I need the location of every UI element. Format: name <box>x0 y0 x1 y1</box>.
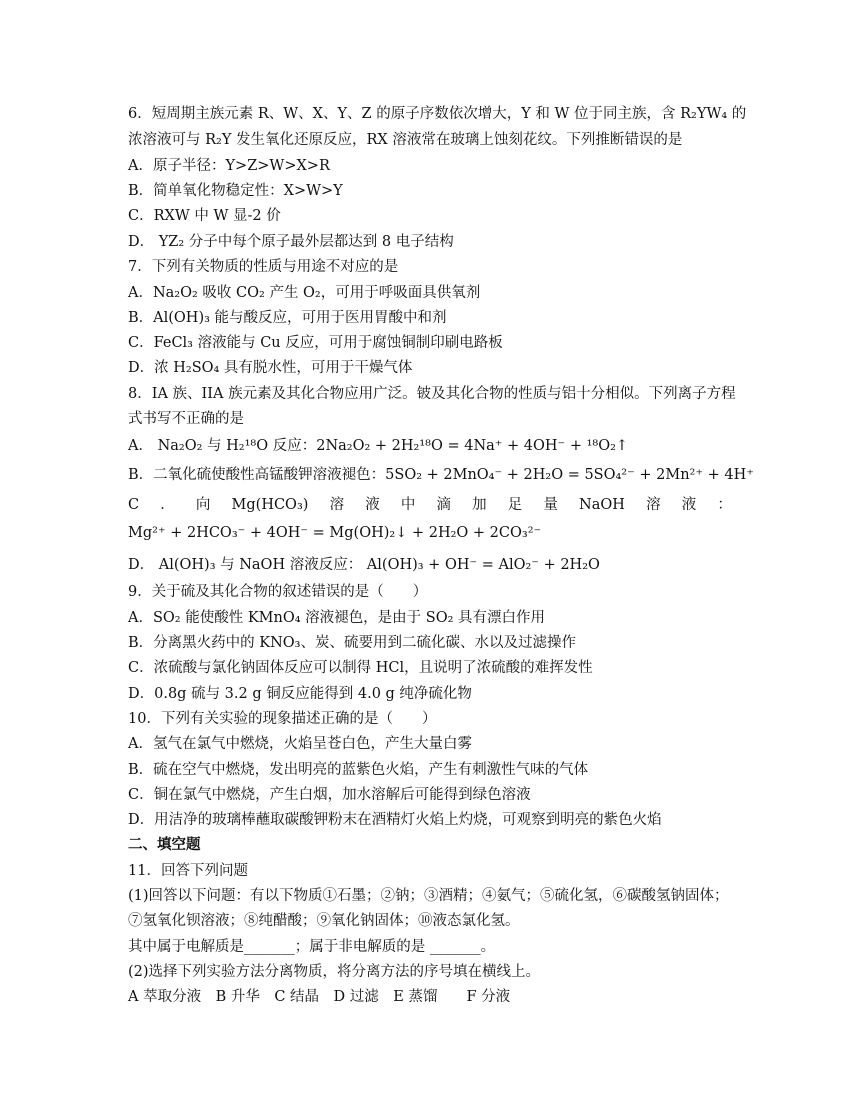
q6-option-b: B．简单氧化物稳定性：X>W>Y <box>128 183 343 199</box>
q8-option-c-spread <box>128 495 732 515</box>
spread-word: Mg(HCO₃) <box>231 497 309 513</box>
q9-option-a: A．SO₂ 能使酸性 KMnO₄ 溶液褪色，是由于 SO₂ 具有漂白作用 <box>128 610 546 626</box>
q6-option-d: D． YZ₂ 分子中每个原子最外层都达到 8 电子结构 <box>128 234 454 250</box>
q7-option-b: B．Al(OH)₃ 能与酸反应，可用于医用胃酸中和剂 <box>128 310 447 326</box>
q10-option-d: D．用洁净的玻璃棒蘸取碳酸钾粉末在酒精灯火焰上灼烧，可观察到明亮的紫色火焰 <box>128 812 662 828</box>
q8-option-c-line-1 <box>128 495 738 515</box>
q7-option-d: D．浓 H₂SO₄ 具有脱水性，可用于干燥气体 <box>128 360 413 376</box>
q9-stem: 9．关于硫及其化合物的叙述错误的是（ ） <box>128 584 428 600</box>
q8-option-a: A． Na₂O₂ 与 H₂¹⁸O 反应：2Na₂O₂ + 2H₂¹⁸O = 4Na⁺ + 4OH⁻ + ¹⁸O₂↑ <box>128 438 629 454</box>
spread-word: 液 <box>365 497 380 513</box>
spread-word: 量 <box>543 497 558 513</box>
spread-word: 加 <box>472 497 487 513</box>
spread-word: NaOH <box>579 497 625 513</box>
spread-word: 中 <box>400 497 416 513</box>
spread-word: C <box>128 497 140 513</box>
q8-stem-line-1: 8．IA 族、IIA 族元素及其化合物应用广泛。铍及其化合物的性质与铝十分相似。下列离子方程 <box>128 386 736 402</box>
section-heading: 二、填空题 <box>128 836 201 853</box>
q11-part1-line-2: ⑦氢氧化钡溶液；⑧纯醋酸；⑨氧化钠固体；⑩液态氯化氢。 <box>128 913 520 929</box>
spread-word: 液 <box>681 497 697 513</box>
spread-word: ． <box>160 497 175 513</box>
q11-part2-options: A 萃取分液 B 升华 C 结晶 D 过滤 E 蒸馏 F 分液 <box>128 989 511 1005</box>
q8-stem-line-2: 式书写不正确的是 <box>128 411 244 427</box>
q8-option-d: D． Al(OH)₃ 与 NaOH 溶液反应： Al(OH)₃ + OH⁻ = AlO₂⁻ + 2H₂O <box>128 557 600 573</box>
q6-stem-line-1: 6．短周期主族元素 R、W、X、Y、Z 的原子序数依次增大，Y 和 W 位于同主族，含 R₂YW₄ 的 <box>128 106 747 122</box>
spread-word: 溶 <box>329 497 345 513</box>
q9-option-b: B．分离黑火药中的 KNO₃、炭、硫要用到二硫化碳、水以及过滤操作 <box>128 635 576 651</box>
q11-stem: 11．回答下列问题 <box>128 863 248 879</box>
q11-part1-line-1: (1)回答以下问题：有以下物质①石墨；②钠；③酒精；④氨气；⑤硫化氢，⑥碳酸氢钠固体； <box>128 888 729 904</box>
q11-part2-stem: (2)选择下列实验方法分离物质，将分离方法的序号填在横线上。 <box>128 964 541 980</box>
spread-word: 向 <box>195 497 211 513</box>
q10-option-c: C．铜在氯气中燃烧，产生白烟，加水溶解后可能得到绿色溶液 <box>128 787 531 803</box>
q10-stem: 10．下列有关实验的现象描述正确的是（ ） <box>128 711 437 727</box>
q6-option-a: A．原子半径：Y>Z>W>X>R <box>128 158 330 174</box>
q11-part1-blank-line: 其中属于电解质是_______；属于非电解质的是 _______。 <box>128 939 496 955</box>
q6-stem-line-2: 浓溶液可与 R₂Y 发生氧化还原反应，RX 溶液常在玻璃上蚀刻花纹。下列推断错误的是 <box>128 132 683 148</box>
spread-word: 溶 <box>646 497 661 513</box>
q8-option-b: B．二氧化硫使酸性高锰酸钾溶液褪色：5SO₂ + 2MnO₄⁻ + 2H₂O = 5SO₄²⁻ + 2Mn²⁺ + 4H⁺ <box>128 467 754 483</box>
spread-word: 足 <box>507 497 523 513</box>
q7-option-c: C．FeCl₃ 溶液能与 Cu 反应，可用于腐蚀铜制印刷电路板 <box>128 335 503 351</box>
q10-option-a: A．氢气在氯气中燃烧，火焰呈苍白色，产生大量白雾 <box>128 736 472 752</box>
spread-word: 滴 <box>436 497 451 513</box>
q7-stem: 7．下列有关物质的性质与用途不对应的是 <box>128 259 399 275</box>
q9-option-d: D．0.8g 硫与 3.2 g 铜反应能得到 4.0 g 纯净硫化物 <box>128 686 472 702</box>
q8-option-c-equation: Mg²⁺ + 2HCO₃⁻ + 4OH⁻ = Mg(OH)₂↓ + 2H₂O + 2CO₃²⁻ <box>128 525 542 541</box>
q10-option-b: B．硫在空气中燃烧，发出明亮的蓝紫色火焰，产生有刺激性气味的气体 <box>128 762 589 778</box>
q9-option-c: C．浓硫酸与氯化钠固体反应可以制得 HCl，且说明了浓硫酸的难挥发性 <box>128 660 593 676</box>
spread-word: ： <box>717 497 732 513</box>
q7-option-a: A．Na₂O₂ 吸收 CO₂ 产生 O₂，可用于呼吸面具供氧剂 <box>128 285 481 301</box>
q6-option-c: C．RXW 中 W 显-2 价 <box>128 208 281 224</box>
